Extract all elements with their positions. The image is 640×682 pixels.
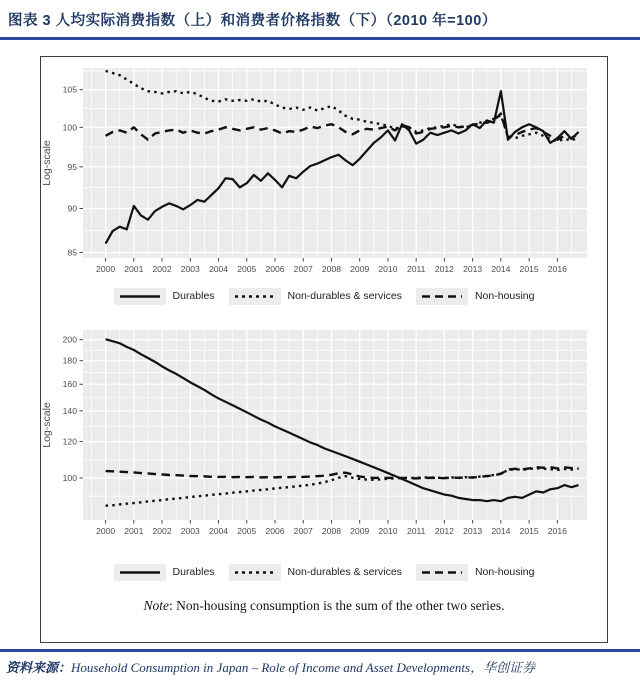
svg-text:2003: 2003 xyxy=(180,526,200,536)
bottom-chart xyxy=(41,322,607,540)
figure-note xyxy=(41,598,607,614)
svg-text:85: 85 xyxy=(67,247,77,258)
legend-item-non-housing xyxy=(416,564,535,581)
note-label: Note xyxy=(143,598,169,613)
svg-text:2013: 2013 xyxy=(463,264,483,274)
title-divider xyxy=(0,37,640,40)
svg-text:2014: 2014 xyxy=(491,264,511,274)
svg-text:2010: 2010 xyxy=(378,264,398,274)
svg-text:95: 95 xyxy=(67,161,77,172)
svg-text:2006: 2006 xyxy=(265,526,285,536)
svg-text:2000: 2000 xyxy=(96,526,116,536)
svg-text:120: 120 xyxy=(62,436,77,447)
svg-text:2001: 2001 xyxy=(124,264,144,274)
bottom-chart-legend xyxy=(41,563,607,581)
svg-text:160: 160 xyxy=(62,379,77,390)
svg-text:2012: 2012 xyxy=(434,264,454,274)
svg-text:2011: 2011 xyxy=(406,526,426,536)
svg-text:2005: 2005 xyxy=(237,264,257,274)
legend-item-non-durables xyxy=(229,564,402,581)
legend-label: Non-durables & services xyxy=(287,566,402,578)
svg-text:2009: 2009 xyxy=(350,526,370,536)
svg-text:Log-scale: Log-scale xyxy=(41,140,53,186)
solid-line-key-icon xyxy=(114,564,166,581)
figure-frame xyxy=(40,56,608,643)
svg-text:2011: 2011 xyxy=(406,264,426,274)
svg-text:2016: 2016 xyxy=(547,264,567,274)
svg-text:140: 140 xyxy=(62,405,77,416)
svg-text:2009: 2009 xyxy=(350,264,370,274)
solid-line-key-icon xyxy=(114,288,166,305)
svg-text:2013: 2013 xyxy=(463,526,483,536)
legend-label: Durables xyxy=(172,566,215,578)
svg-text:2012: 2012 xyxy=(434,526,454,536)
svg-text:90: 90 xyxy=(67,203,77,214)
note-text: : Non-housing consumption is the sum of the other two series. xyxy=(168,598,505,613)
svg-text:2007: 2007 xyxy=(293,264,313,274)
svg-text:2008: 2008 xyxy=(321,264,342,274)
dashed-line-key-icon xyxy=(416,564,468,581)
legend-label: Non-durables & services xyxy=(287,290,402,302)
svg-text:2014: 2014 xyxy=(491,526,511,536)
legend-item-non-durables xyxy=(229,288,402,305)
legend-label: Non-housing xyxy=(474,290,535,302)
dotted-line-key-icon xyxy=(229,288,281,305)
source-text: Household Consumption in Japan – Role of Income and Asset Developments，华创证券 xyxy=(71,660,536,675)
figure-title: 图表 3 人均实际消费指数（上）和消费者价格指数（下）（2010 年=100） xyxy=(8,13,497,29)
svg-text:105: 105 xyxy=(62,84,77,95)
source-label: 资料来源： xyxy=(6,660,72,675)
svg-text:2007: 2007 xyxy=(293,526,313,536)
dashed-line-key-icon xyxy=(416,288,468,305)
legend-label: Non-housing xyxy=(474,566,535,578)
svg-text:2010: 2010 xyxy=(378,526,398,536)
svg-text:200: 200 xyxy=(62,334,77,345)
svg-text:2016: 2016 xyxy=(547,526,567,536)
legend-item-non-housing xyxy=(416,288,535,305)
legend-label: Durables xyxy=(172,290,215,302)
svg-text:2004: 2004 xyxy=(208,264,229,274)
svg-text:2000: 2000 xyxy=(96,264,116,274)
svg-text:100: 100 xyxy=(62,472,77,483)
svg-text:Log-scale: Log-scale xyxy=(41,402,53,448)
svg-text:2001: 2001 xyxy=(124,526,144,536)
svg-text:2015: 2015 xyxy=(519,526,539,536)
footer-divider xyxy=(0,649,640,652)
top-chart-legend xyxy=(41,287,607,305)
legend-item-durables xyxy=(114,288,215,305)
svg-text:2004: 2004 xyxy=(208,526,229,536)
svg-text:100: 100 xyxy=(62,122,77,133)
svg-text:2015: 2015 xyxy=(519,264,539,274)
svg-text:2002: 2002 xyxy=(152,526,172,536)
svg-text:2008: 2008 xyxy=(321,526,342,536)
svg-text:180: 180 xyxy=(62,355,77,366)
top-chart xyxy=(41,62,607,274)
dotted-line-key-icon xyxy=(229,564,281,581)
source-line xyxy=(6,657,636,676)
svg-text:2006: 2006 xyxy=(265,264,285,274)
svg-text:2002: 2002 xyxy=(152,264,172,274)
svg-text:2003: 2003 xyxy=(180,264,200,274)
svg-text:2005: 2005 xyxy=(237,526,257,536)
legend-item-durables xyxy=(114,564,215,581)
